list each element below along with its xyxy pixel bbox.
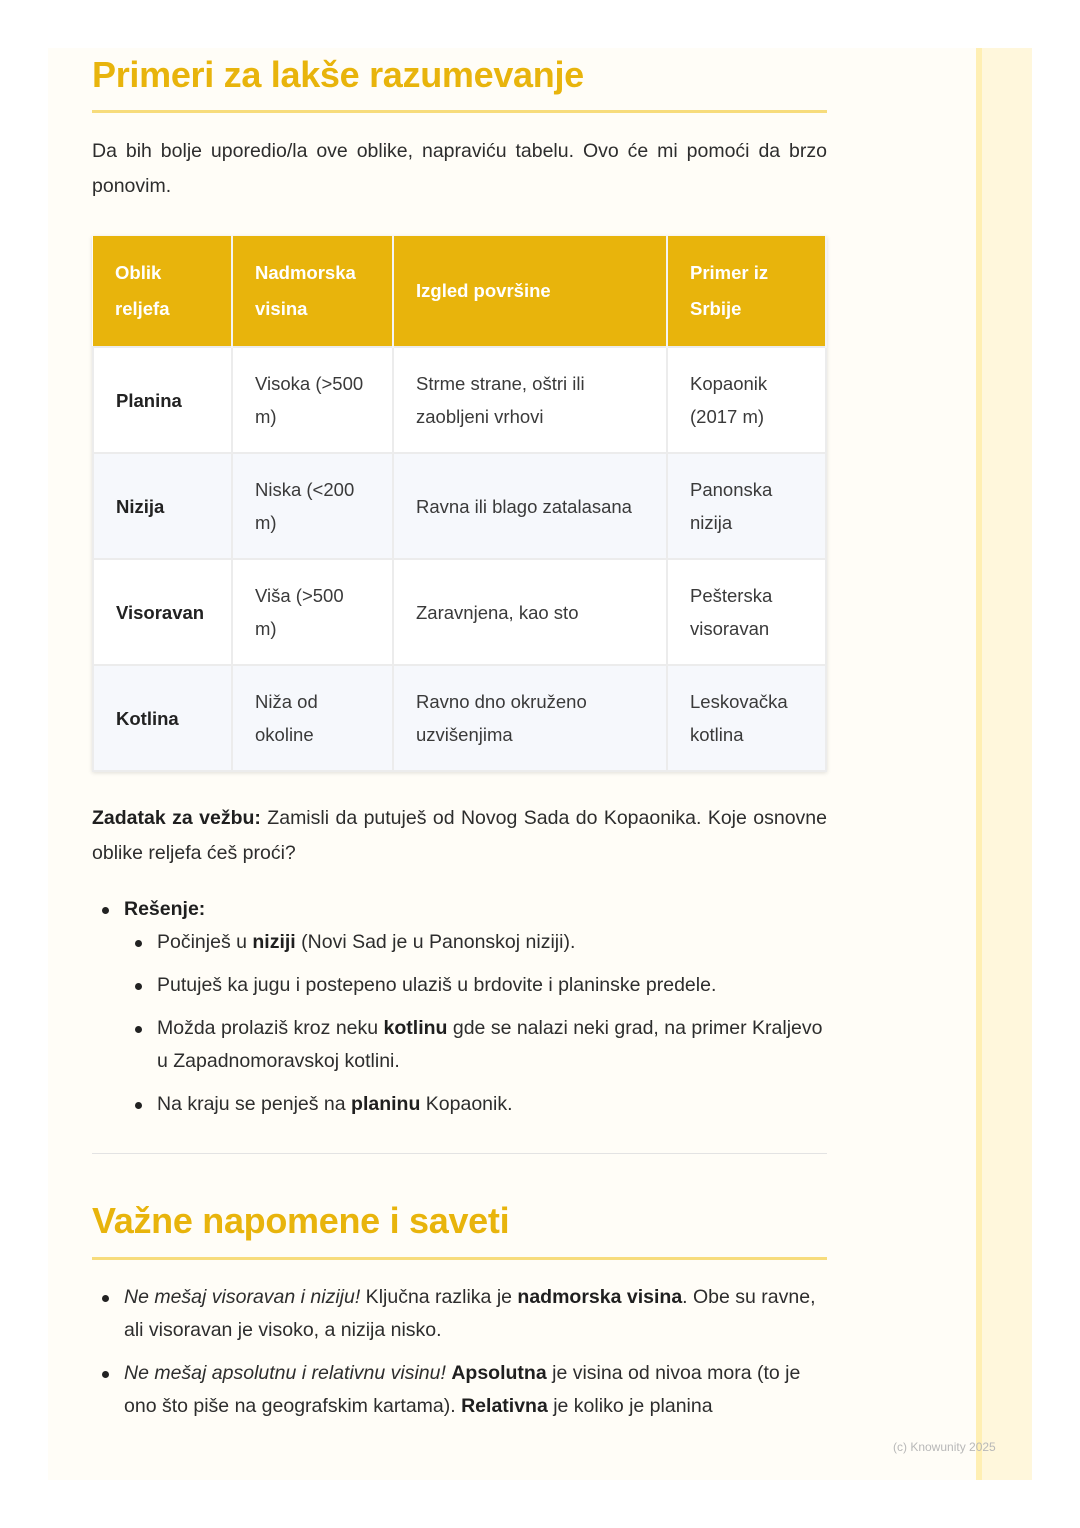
list-item [125,969,827,1002]
table-cell: Zaravnjena, kao sto [393,559,667,665]
table-row [93,665,826,771]
section-title-tips: Važne napomene i saveti [92,1200,510,1241]
title-underline [92,110,827,113]
table-cell: Kotlina [93,665,232,771]
column-header: Nadmorska visina [232,236,393,347]
list-item [92,1281,827,1347]
table-cell: Strme strane, oštri ili zaobljeni vrhovi [393,347,667,453]
solution-list [92,893,827,1131]
tips-list [92,1281,827,1423]
tip-text: . Obe su ravne, ali visoravan je visoko, a nizija nisko. [124,1286,816,1341]
title-underline [92,1257,827,1260]
exercise-paragraph [92,801,827,871]
tip-italic: Ne mešaj apsolutnu i relativnu visinu! [124,1362,446,1384]
table-cell: Niska (<200 m) [232,453,393,559]
table-cell: Nizija [93,453,232,559]
step-text: Počinješ u [157,931,253,953]
table-cell: Leskovačka kotlina [667,665,826,771]
table-cell: Visoka (>500 m) [232,347,393,453]
exercise-label: Zadatak za vežbu: [92,807,261,829]
table-row [93,347,826,453]
right-margin-stripe [976,48,1032,1480]
list-item [125,1088,827,1121]
section-title-examples: Primeri za lakše razumevanje [92,54,584,95]
table-cell: Niža od okoline [232,665,393,771]
copyright-footer: (c) Knowunity 2025 [893,1440,996,1454]
solution-item [92,893,827,926]
step-text: Kopaonik. [420,1093,513,1115]
table-cell: Visoravan [93,559,232,665]
table-row [93,559,826,665]
column-header: Primer iz Srbije [667,236,826,347]
table-header-row [93,236,826,347]
intro-paragraph: Da bih bolje uporedio/la ove oblike, napraviću tabelu. Ovo će mi pomoći da brzo ponovim. [92,140,827,197]
step-text: gde se nalazi neki grad, na primer Kraljevo u Zapadnomoravskoj kotlini. [157,1017,823,1072]
exercise-text: Zamisli da putuješ od Novog Sada do Kopaonika. Koje osnovne oblike reljefa ćeš proći? [92,807,827,864]
table-cell: Ravno dno okruženo uzvišenjima [393,665,667,771]
tip-bold: Relativna [461,1395,548,1417]
table-row [93,453,826,559]
table-cell: Ravna ili blago zatalasana [393,453,667,559]
tip-text: je koliko je planina [547,1395,713,1417]
column-header: Izgled površine [393,236,667,347]
step-bold: kotlinu [383,1017,448,1039]
table-cell: Kopaonik (2017 m) [667,347,826,453]
tip-bold: Apsolutna [451,1362,547,1384]
list-item [92,1357,827,1423]
step-text: Putuješ ka jugu i postepeno ulaziš u brdovite i planinske predele. [157,974,717,996]
table-cell: Panonska nizija [667,453,826,559]
step-text: Na kraju se penješ na [157,1093,352,1115]
solution-label: Rešenje: [124,898,206,920]
tip-italic: Ne mešaj visoravan i niziju! [124,1286,361,1308]
table-cell: Planina [93,347,232,453]
right-margin-line [976,48,982,1480]
section-divider [92,1153,827,1154]
list-item [125,926,827,959]
tip-text: Ključna razlika je [360,1286,518,1308]
tip-bold: nadmorska visina [517,1286,683,1308]
table-cell: Pešterska visoravan [667,559,826,665]
step-text: (Novi Sad je u Panonskoj niziji). [295,931,576,953]
list-item [125,1012,827,1078]
solution-steps [125,926,827,1121]
step-bold: planinu [351,1093,421,1115]
relief-comparison-table [92,236,827,772]
step-bold: niziji [252,931,296,953]
column-header: Oblik reljefa [93,236,232,347]
table-cell: Viša (>500 m) [232,559,393,665]
step-text: Možda prolaziš kroz neku [157,1017,384,1039]
tip-text: je visina od nivoa mora (to je ono što piše na geografskim kartama). [124,1362,801,1417]
